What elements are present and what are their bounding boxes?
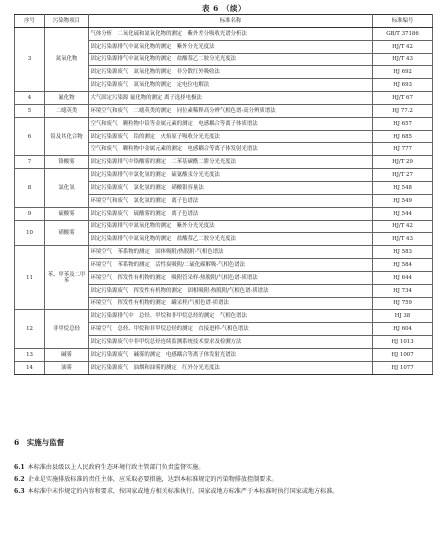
standard-code-cell: HJ 1013 [373, 336, 433, 349]
standard-code-cell: HJ/T 27 [373, 169, 433, 182]
table-row [15, 310, 433, 323]
pollutant-cell: 二噁英类 [45, 104, 89, 117]
row-number-cell: 7 [15, 156, 45, 169]
table-body [15, 27, 433, 374]
standard-name-cell: 环境空气 苯系物的测定 活性炭吸附/二硫化碳解吸-气相色谱法 [89, 259, 373, 272]
paragraph-6-1 [14, 462, 434, 474]
pollutant-cell: 氟化物 [45, 92, 89, 105]
standard-name-cell: 固定污染源排气中铬酸雾的测定 二苯基碳酰二肼分光光度法 [89, 156, 373, 169]
standard-name-cell: 固定污染源废气 硫酸雾的测定 离子色谱法 [89, 207, 373, 220]
table-row [15, 156, 433, 169]
standard-code-cell: HJ 692 [373, 66, 433, 79]
table-row [15, 27, 433, 40]
pollutant-cell: 油雾 [45, 361, 89, 374]
standard-name-cell: 环境空气 苯系物的测定 固体吸附/热脱附-气相色谱法 [89, 246, 373, 259]
standard-name-cell: 空气和废气 颗粒物中金属元素的测定 电感耦合等离子体发射光谱法 [89, 143, 373, 156]
row-number-cell: 3 [15, 27, 45, 91]
standard-name-cell: 固定污染源废气 氮氧化物的测定 定电位电解法 [89, 79, 373, 92]
standards-table [14, 14, 433, 375]
row-number-cell: 13 [15, 348, 45, 361]
standard-name-cell: 固定污染源废气 铅的测定 火焰原子吸收分光光度法 [89, 130, 373, 143]
row-number-cell: 11 [15, 246, 45, 310]
standard-name-cell: 固定污染源废气 油烟和油雾的测定 红外分光光度法 [89, 361, 373, 374]
standard-code-cell: HJ 685 [373, 130, 433, 143]
standard-code-cell: HJ 734 [373, 284, 433, 297]
standard-code-cell: HJ 604 [373, 323, 433, 336]
standard-code-cell: HJ/T 43 [373, 53, 433, 66]
header-standard-name: 标准名称 [89, 15, 373, 28]
standard-name-cell: 环境空气和废气 二噁英类的测定 同位素稀释高分辨气相色谱-高分辨质谱法 [89, 104, 373, 117]
table-row [15, 207, 433, 220]
pollutant-cell: 苯、甲苯及二甲苯 [45, 246, 89, 310]
standard-name-cell: 固定污染源排气中氮氧化物的测定 紫外分光光度法 [89, 40, 373, 53]
standard-name-cell: 固定污染源排气中氮氧化物的测定 盐酸萘乙二胺分光光度法 [89, 53, 373, 66]
table-title: 表 6 （续） [202, 4, 246, 13]
standard-name-cell: 大气固定污染源 氟化物的测定 离子选择电极法 [89, 92, 373, 105]
section-heading [14, 437, 64, 448]
standard-code-cell: HJ 1077 [373, 361, 433, 374]
standard-code-cell: HJ 549 [373, 194, 433, 207]
standard-name-cell: 固定污染源排气中 总烃、甲烷和非甲烷总烃的测定 气相色谱法 [89, 310, 373, 323]
header-pollutant: 污染物项目 [45, 15, 89, 28]
pollutant-cell: 硫酸雾 [45, 207, 89, 220]
row-number-cell: 9 [15, 207, 45, 220]
standard-name-cell: 空气和废气 颗粒物中铅等金属元素的测定 电感耦合等离子体质谱法 [89, 117, 373, 130]
pollutant-cell: 铬酸雾 [45, 156, 89, 169]
row-number-cell: 10 [15, 220, 45, 246]
standard-code-cell: HJ 38 [373, 310, 433, 323]
table-row [15, 92, 433, 105]
standard-code-cell: HJ 1007 [373, 348, 433, 361]
standard-code-cell: HJ 644 [373, 271, 433, 284]
paragraph-6-2 [14, 474, 434, 486]
standard-code-cell: GB/T 37186 [373, 27, 433, 40]
standard-code-cell: HJ/T 42 [373, 40, 433, 53]
paragraph-text: 企业是实施排放标准的责任主体，应采取必要措施，达到本标准规定的污染物排放控制要求。 [27, 476, 278, 483]
standard-code-cell: HJ 583 [373, 246, 433, 259]
standard-name-cell: 气体分析 二氧化硫和氮氧化物的测定 紫外差分吸收光谱分析法 [89, 27, 373, 40]
standard-name-cell: 环境空气和废气 氯化氢的测定 离子色谱法 [89, 194, 373, 207]
table-row [15, 169, 433, 182]
table-row [15, 117, 433, 130]
section-title: 实施与监督 [26, 438, 65, 447]
row-number-cell: 6 [15, 117, 45, 156]
header-no: 序号 [15, 15, 45, 28]
table-row [15, 246, 433, 259]
table-row [15, 104, 433, 117]
standard-code-cell: HJ 584 [373, 259, 433, 272]
standard-name-cell: 固定污染源废气 挥发性有机物的测定 固相吸附-热脱附/气相色谱-质谱法 [89, 284, 373, 297]
standard-code-cell: HJ/T 29 [373, 156, 433, 169]
standard-name-cell: 固定污染源废气 碱雾的测定 电感耦合等离子体发射光谱法 [89, 348, 373, 361]
pollutant-cell: 碱雾 [45, 348, 89, 361]
row-number-cell: 5 [15, 104, 45, 117]
pollutant-cell: 铅及其化合物 [45, 117, 89, 156]
table-row [15, 361, 433, 374]
paragraph-number: 6.3 [14, 488, 25, 495]
pollutant-cell: 氮氧化物 [45, 27, 89, 91]
standard-name-cell: 固定污染源废气 氯化氢的测定 硝酸银容量法 [89, 181, 373, 194]
table-row [15, 348, 433, 361]
standard-code-cell: HJ 77.2 [373, 104, 433, 117]
standard-name-cell: 环境空气 总烃、甲烷和非甲烷总烃的测定 直接进样-气相色谱法 [89, 323, 373, 336]
header-standard-code: 标准编号 [373, 15, 433, 28]
paragraph-6-3 [14, 486, 434, 498]
table-row [15, 220, 433, 233]
pollutant-cell: 硝酸雾 [45, 220, 89, 246]
standard-name-cell: 固定污染源排气中氮氧化物的测定 盐酸萘乙二胺分光光度法 [89, 233, 373, 246]
row-number-cell: 4 [15, 92, 45, 105]
row-number-cell: 14 [15, 361, 45, 374]
row-number-cell: 12 [15, 310, 45, 349]
standard-name-cell: 环境空气 挥发性有机物的测定 吸附管采样-热脱附/气相色谱-质谱法 [89, 271, 373, 284]
standard-code-cell: HJ 759 [373, 297, 433, 310]
section-number: 6 [14, 438, 20, 447]
paragraph-number: 6.2 [14, 476, 25, 483]
table-header-row [15, 15, 433, 28]
standard-code-cell: HJ 777 [373, 143, 433, 156]
standard-name-cell: 固定污染源废气中非甲烷总烃连续监测系统技术要求及检测方法 [89, 336, 373, 349]
standard-code-cell: HJ 657 [373, 117, 433, 130]
standard-name-cell: 固定污染源废气 氮氧化物的测定 非分散红外吸收法 [89, 66, 373, 79]
standard-code-cell: HJ/T 42 [373, 220, 433, 233]
paragraph-text: 本标准由县级以上人民政府生态环境行政主管部门负责监督实施。 [27, 464, 205, 471]
pollutant-cell: 氯化氢 [45, 169, 89, 208]
standard-code-cell: HJ 548 [373, 181, 433, 194]
paragraph-number: 6.1 [14, 464, 25, 471]
standard-name-cell: 固定污染源排气中氮氧化物的测定 紫外分光光度法 [89, 220, 373, 233]
standard-code-cell: HJ 693 [373, 79, 433, 92]
pollutant-cell: 非甲烷总烃 [45, 310, 89, 349]
paragraph-text: 本标准中未作规定的内容和要求，按国家或地方相关标准执行。国家或地方标准严于本标准时执行国家或地方标准。 [27, 488, 339, 495]
standard-code-cell: HJ 544 [373, 207, 433, 220]
standard-code-cell: HJ/T 67 [373, 92, 433, 105]
standard-name-cell: 环境空气 挥发性有机物的测定 罐采样/气相色谱-质谱法 [89, 297, 373, 310]
standard-name-cell: 固定污染源排气中氯化氢的测定 硫氰酸汞分光光度法 [89, 169, 373, 182]
standard-code-cell: HJ/T 43 [373, 233, 433, 246]
row-number-cell: 8 [15, 169, 45, 208]
